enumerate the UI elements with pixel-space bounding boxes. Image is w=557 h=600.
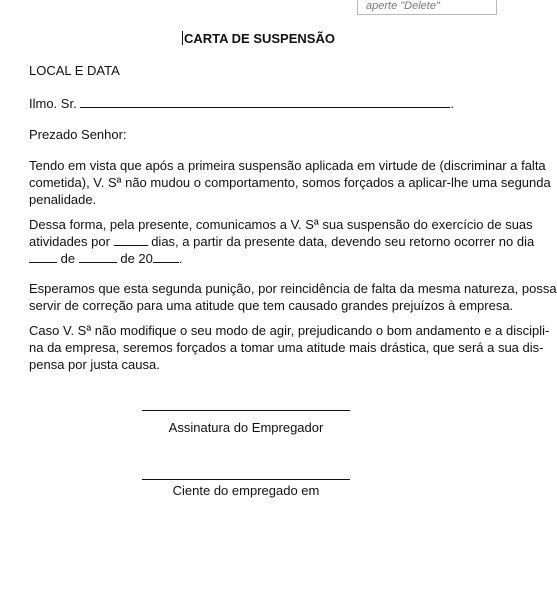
letter-title: CARTA DE SUSPENSÃO bbox=[184, 31, 335, 46]
addressee-line bbox=[29, 95, 454, 112]
return-year-blank[interactable] bbox=[153, 250, 179, 263]
paragraph-1 bbox=[29, 157, 551, 208]
days-blank[interactable] bbox=[114, 233, 148, 246]
employer-signature-line[interactable] bbox=[142, 410, 350, 411]
addressee-suffix: . bbox=[450, 96, 454, 111]
paragraph-2 bbox=[29, 216, 535, 267]
paragraph-3-line: Esperamos que esta segunda punição, por reincidência de falta da mesma natureza, possa bbox=[29, 281, 557, 296]
addressee-prefix: Ilmo. Sr. bbox=[29, 96, 77, 111]
paragraph-4-line: Caso V. Sª não modifique o seu modo de agir, prejudicando o bom andamento e a discipli- bbox=[29, 323, 550, 338]
greeting: Prezado Senhor: bbox=[29, 127, 127, 142]
addressee-name-blank[interactable] bbox=[80, 95, 450, 108]
paragraph-4-line: na da empresa, seremos forçados a tomar uma atitude mais drástica, que será a sua dis- bbox=[29, 340, 544, 355]
employee-signature-line[interactable] bbox=[142, 479, 350, 480]
paragraph-1-line: cometida), V. Sª não mudou o comportamento, somos forçados a aplicar-lhe uma segunda bbox=[29, 175, 551, 190]
paragraph-1-line: Tendo em vista que após a primeira suspensão aplicada em virtude de (discriminar a falta bbox=[29, 158, 546, 173]
employer-signature-label: Assinatura do Empregador bbox=[168, 420, 324, 435]
paragraph-3 bbox=[29, 280, 557, 314]
delete-hint-text: aperte "Delete" bbox=[366, 0, 440, 12]
return-day-blank[interactable] bbox=[29, 250, 57, 263]
local-date-line: LOCAL E DATA bbox=[29, 63, 120, 78]
paragraph-2-line: Dessa forma, pela presente, comunicamos a V. Sª sua suspensão do exercício de suas bbox=[29, 217, 533, 232]
paragraph-1-line: penalidade. bbox=[29, 192, 97, 207]
paragraph-4 bbox=[29, 322, 550, 373]
employee-acknowledgement-label: Ciente do empregado em bbox=[172, 483, 320, 498]
text-cursor bbox=[182, 31, 183, 45]
paragraph-4-line: pensa por justa causa. bbox=[29, 357, 160, 372]
delete-hint-box bbox=[357, 0, 497, 15]
paragraph-2-line: atividades por dias, a partir da presente data, devendo seu retorno ocorrer no dia bbox=[29, 234, 535, 249]
paragraph-2-line: de de 20 . bbox=[29, 250, 465, 267]
paragraph-3-line: servir de correção para uma atitude que tem causado grandes prejuízos à empresa. bbox=[29, 298, 514, 313]
return-month-blank[interactable] bbox=[79, 250, 117, 263]
